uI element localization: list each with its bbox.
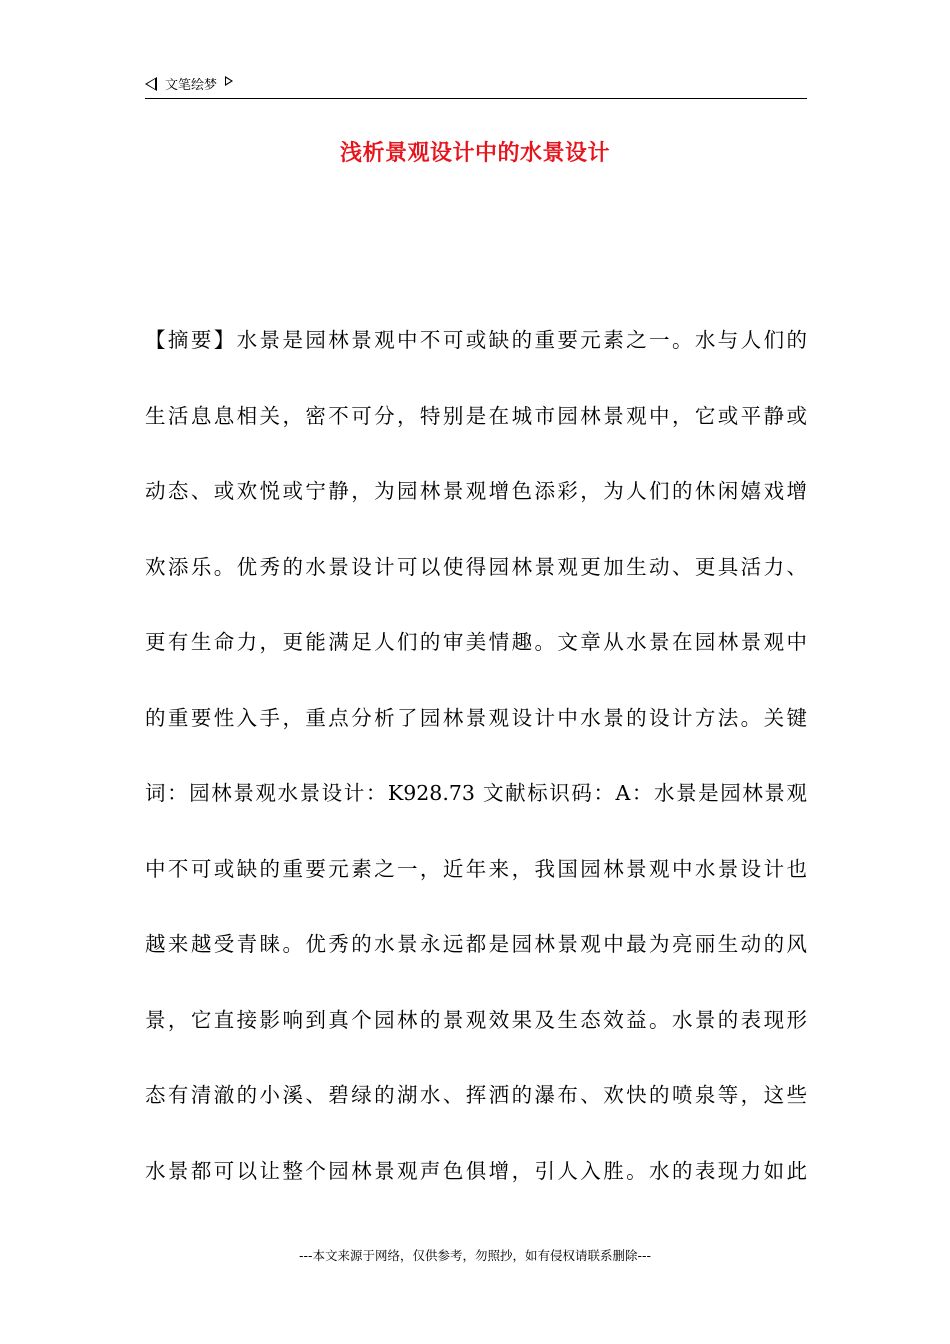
body-line: 水景都可以让整个园林景观声色俱增，引人入胜。水的表现力如此 <box>145 1158 807 1183</box>
document-title: 浅析景观设计中的水景设计 <box>339 141 610 166</box>
body-line: 动态、或欢悦或宁静，为园林景观增色添彩，为人们的休闲嬉戏增 <box>145 479 807 503</box>
triangle-left-icon <box>145 77 157 91</box>
header-brand: 文笔绘梦 <box>165 78 218 93</box>
page-header <box>145 72 807 99</box>
body-line: 生活息息相关，密不可分，特别是在城市园林景观中，它或平静或 <box>145 403 807 428</box>
document-body <box>145 320 807 1226</box>
body-line: 越来越受青睐。优秀的水景永远都是园林景观中最为亮丽生动的风 <box>145 932 807 956</box>
body-line: 【摘要】水景是园林景观中不可或缺的重要元素之一。水与人们的 <box>145 328 807 352</box>
body-line: 景，它直接影响到真个园林的景观效果及生态效益。水景的表现形 <box>145 1007 807 1032</box>
body-line: 词：园林景观水景设计：K928.73 文献标识码：A：水景是园林景观 <box>145 781 807 805</box>
body-line: 态有清澈的小溪、碧绿的湖水、挥洒的瀑布、欢快的喷泉等，这些 <box>145 1083 807 1107</box>
footer-notice: ---本文来源于网络，仅供参考，勿照抄，如有侵权请联系删除--- <box>298 1248 652 1263</box>
header-brand-group <box>145 74 233 93</box>
triangle-right-icon <box>225 76 233 86</box>
body-line: 更有生命力，更能满足人们的审美情趣。文章从水景在园林景观中 <box>145 630 807 654</box>
body-line: 欢添乐。优秀的水景设计可以使得园林景观更加生动、更具活力、 <box>145 554 807 579</box>
body-line: 的重要性入手，重点分析了园林景观设计中水景的设计方法。关键 <box>145 705 807 730</box>
body-line: 中不可或缺的重要元素之一，近年来，我国园林景观中水景设计也 <box>145 856 807 881</box>
